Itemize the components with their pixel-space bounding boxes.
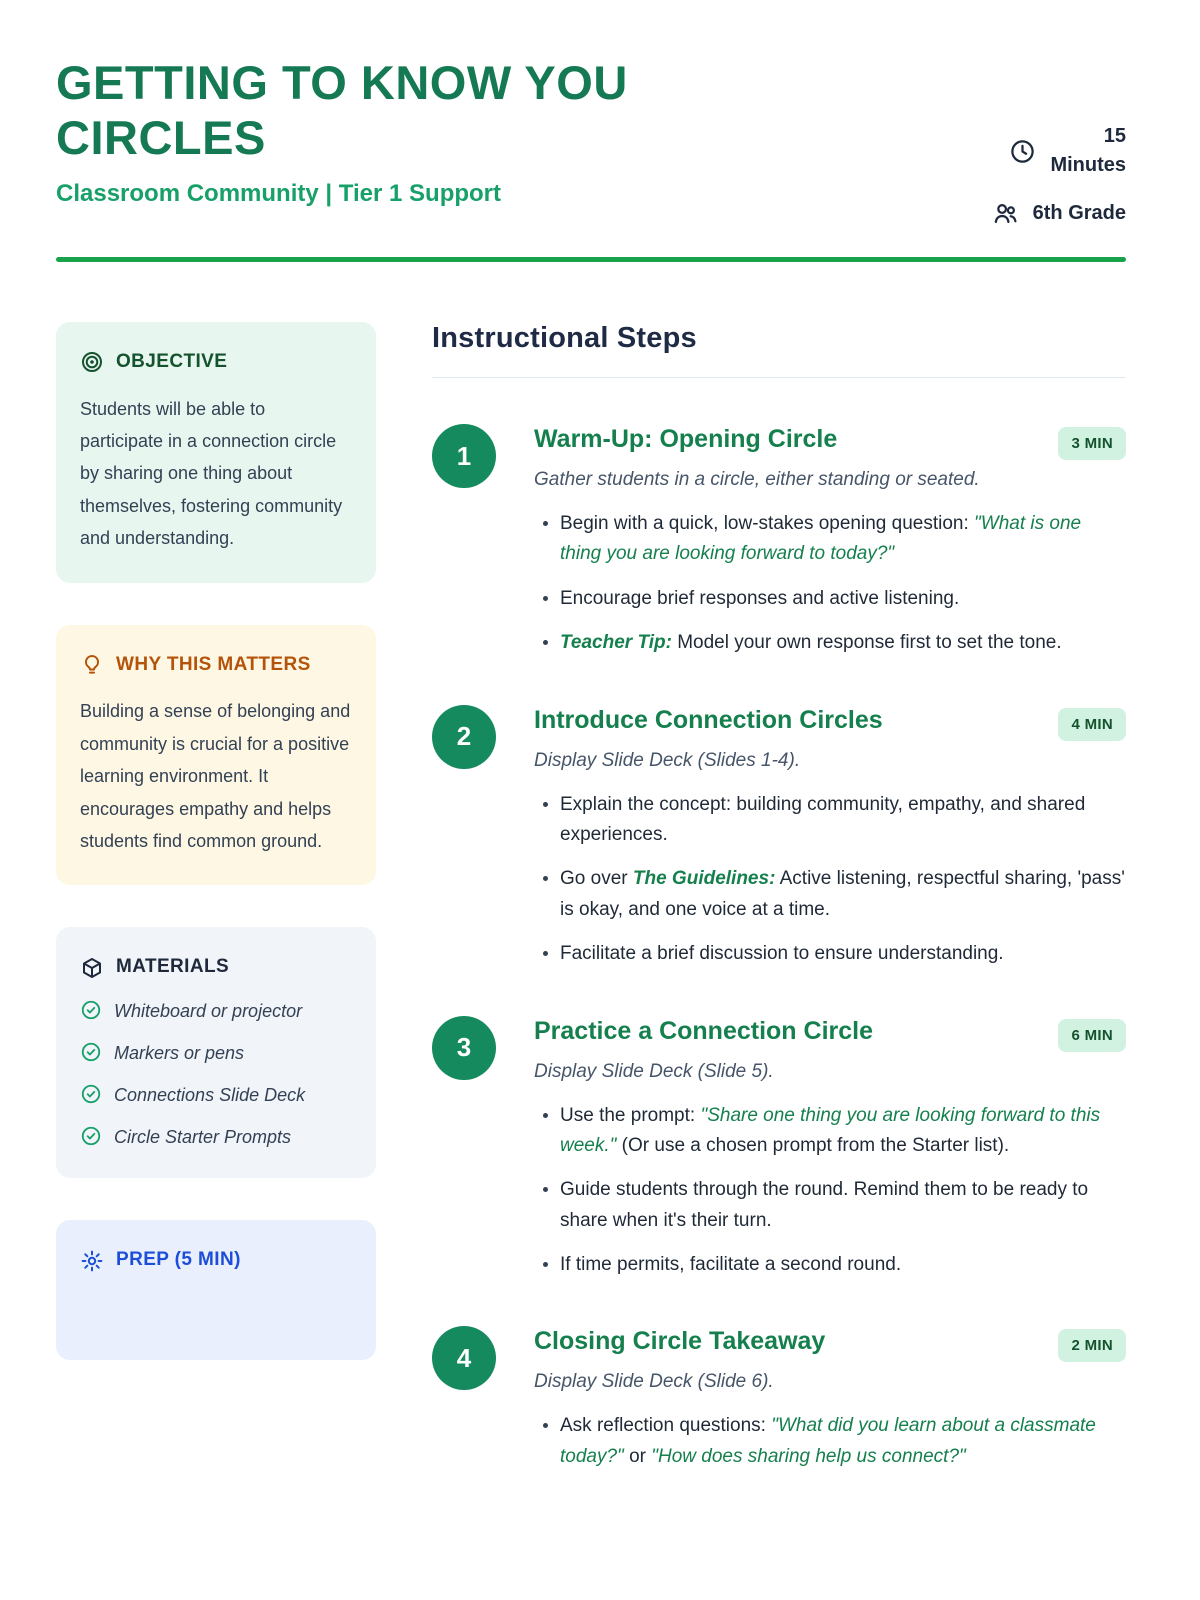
step-subtitle: Display Slide Deck (Slides 1-4). [534, 749, 801, 771]
step-bullet [560, 1250, 1126, 1280]
step-duration-badge: 4 MIN [1058, 708, 1126, 741]
step-bullet [560, 509, 1126, 570]
step-number-badge: 3 [432, 1016, 496, 1080]
check-circle-icon [80, 1125, 102, 1147]
step-title: Practice a Connection Circle [534, 1016, 874, 1045]
text-segment: Ask reflection questions: [560, 1415, 772, 1437]
text-segment: "What did you learn about a classmate today?" [560, 1415, 1096, 1467]
text-segment: Encourage brief responses and active listening. [560, 587, 960, 609]
materials-card [56, 927, 376, 1178]
step-bullets [534, 509, 1126, 659]
material-label: Whiteboard or projector [114, 1000, 303, 1021]
target-icon [80, 350, 104, 374]
step-duration-badge: 3 MIN [1058, 427, 1126, 460]
step-title: Warm-Up: Opening Circle [534, 425, 838, 453]
text-segment: Facilitate a brief discussion to ensure understanding. [560, 943, 1004, 965]
header-title-block [56, 56, 816, 208]
step-subtitle: Display Slide Deck (Slide 5). [534, 1060, 774, 1082]
text-segment: (Or use a chosen prompt from the Starter list). [616, 1134, 1010, 1156]
step-number-badge: 1 [432, 424, 496, 488]
step-item [432, 424, 1126, 659]
header-divider [56, 257, 1126, 262]
material-item [80, 998, 352, 1024]
package-icon [80, 956, 104, 980]
step-bullet [560, 584, 1126, 614]
step-title: Closing Circle Takeaway [534, 1327, 826, 1356]
grade-label: 6th Grade [1032, 202, 1126, 224]
people-icon [992, 200, 1019, 227]
why-text: Building a sense of belonging and community is crucial for a positive learning environment. It encourages empathy and helps students find common ground. [80, 701, 351, 851]
text-segment: Active listening, respectful sharing, 'pass' is okay, and one voice at a time. [560, 868, 1125, 920]
steps-list [432, 424, 1126, 1472]
page-title: GETTING TO KNOW YOU CIRCLES [56, 56, 628, 164]
objective-card [56, 322, 376, 583]
text-segment: Begin with a quick, low-stakes opening question: [560, 513, 975, 534]
materials-list [80, 998, 352, 1150]
duration-meta [1009, 122, 1126, 180]
step-item [432, 705, 1126, 970]
materials-title: MATERIALS [116, 956, 230, 978]
text-segment: "How does sharing help us connect?" [651, 1445, 966, 1467]
step-bullet [560, 790, 1126, 851]
prep-title: PREP (5 MIN) [116, 1249, 241, 1271]
instructional-steps-heading: Instructional Steps [432, 322, 1126, 378]
text-segment: Explain the concept: building community, empathy, and shared experiences. [560, 793, 1086, 845]
material-label: Circle Starter Prompts [114, 1127, 292, 1148]
step-bullet [560, 1101, 1126, 1162]
step-bullet [560, 864, 1126, 925]
prep-card-header [80, 1248, 352, 1273]
materials-card-header [80, 955, 352, 980]
why-card-header [80, 653, 352, 678]
text-segment: or [623, 1445, 652, 1467]
step-bullet [560, 1175, 1126, 1236]
check-circle-icon [80, 999, 102, 1021]
step-item [432, 1326, 1126, 1472]
step-header [534, 705, 1126, 741]
header-meta [992, 56, 1126, 227]
step-header [534, 1326, 1126, 1362]
why-this-matters-card [56, 625, 376, 886]
check-circle-icon [80, 1083, 102, 1105]
text-segment: If time permits, facilitate a second round. [560, 1254, 902, 1276]
lightbulb-icon [80, 653, 104, 677]
step-bullets [534, 1101, 1126, 1281]
material-item [80, 1040, 352, 1066]
duration-unit: Minutes [1050, 154, 1126, 176]
grade-meta [992, 200, 1126, 227]
duration-value: 15 [1103, 125, 1126, 147]
text-segment: Teacher Tip: [560, 632, 672, 654]
text-segment: Guide students through the round. Remind them to be ready to share when it's their turn. [560, 1179, 1089, 1231]
objective-title: OBJECTIVE [116, 351, 228, 372]
material-item [80, 1082, 352, 1108]
clock-icon [1009, 138, 1036, 165]
step-header [534, 1016, 1126, 1052]
objective-text: Students will be able to participate in a connection circle by sharing one thing about themselves, fostering community and understanding. [80, 398, 343, 549]
step-body [534, 705, 1126, 970]
step-bullets [534, 790, 1126, 970]
step-duration-badge: 2 MIN [1058, 1329, 1126, 1362]
page-subtitle: Classroom Community | Tier 1 Support [56, 179, 502, 207]
duration-text [1050, 122, 1126, 180]
step-bullet [560, 1411, 1126, 1472]
prep-card [56, 1220, 376, 1360]
text-segment: Go over [560, 868, 633, 890]
step-subtitle: Display Slide Deck (Slide 6). [534, 1371, 774, 1393]
header [56, 56, 1126, 227]
content [56, 322, 1126, 1472]
material-label: Markers or pens [114, 1043, 245, 1064]
main-content [432, 322, 1126, 1472]
text-segment: "Share one thing you are looking forward to this week." [560, 1104, 1101, 1156]
text-segment: "What is one thing you are looking forward to today?" [560, 513, 1082, 565]
step-bullet [560, 628, 1126, 658]
step-duration-badge: 6 MIN [1058, 1019, 1126, 1052]
step-item [432, 1016, 1126, 1281]
check-circle-icon [80, 1041, 102, 1063]
step-number-badge: 2 [432, 705, 496, 769]
step-subtitle: Gather students in a circle, either standing or seated. [534, 469, 980, 490]
material-item [80, 1124, 352, 1150]
step-body [534, 424, 1126, 659]
step-number-badge: 4 [432, 1326, 496, 1390]
step-body [534, 1016, 1126, 1281]
step-bullet [560, 939, 1126, 969]
step-header [534, 424, 1126, 460]
step-body [534, 1326, 1126, 1472]
gear-icon [80, 1249, 104, 1273]
step-title: Introduce Connection Circles [534, 705, 883, 734]
material-label: Connections Slide Deck [114, 1085, 306, 1106]
text-segment: The Guidelines: [632, 868, 776, 890]
sidebar [56, 322, 376, 1472]
text-segment: Model your own response first to set the tone. [671, 632, 1062, 654]
text-segment: Use the prompt: [560, 1104, 701, 1126]
why-title: WHY THIS MATTERS [116, 653, 311, 675]
step-bullets [534, 1411, 1126, 1472]
objective-card-header [80, 350, 352, 375]
